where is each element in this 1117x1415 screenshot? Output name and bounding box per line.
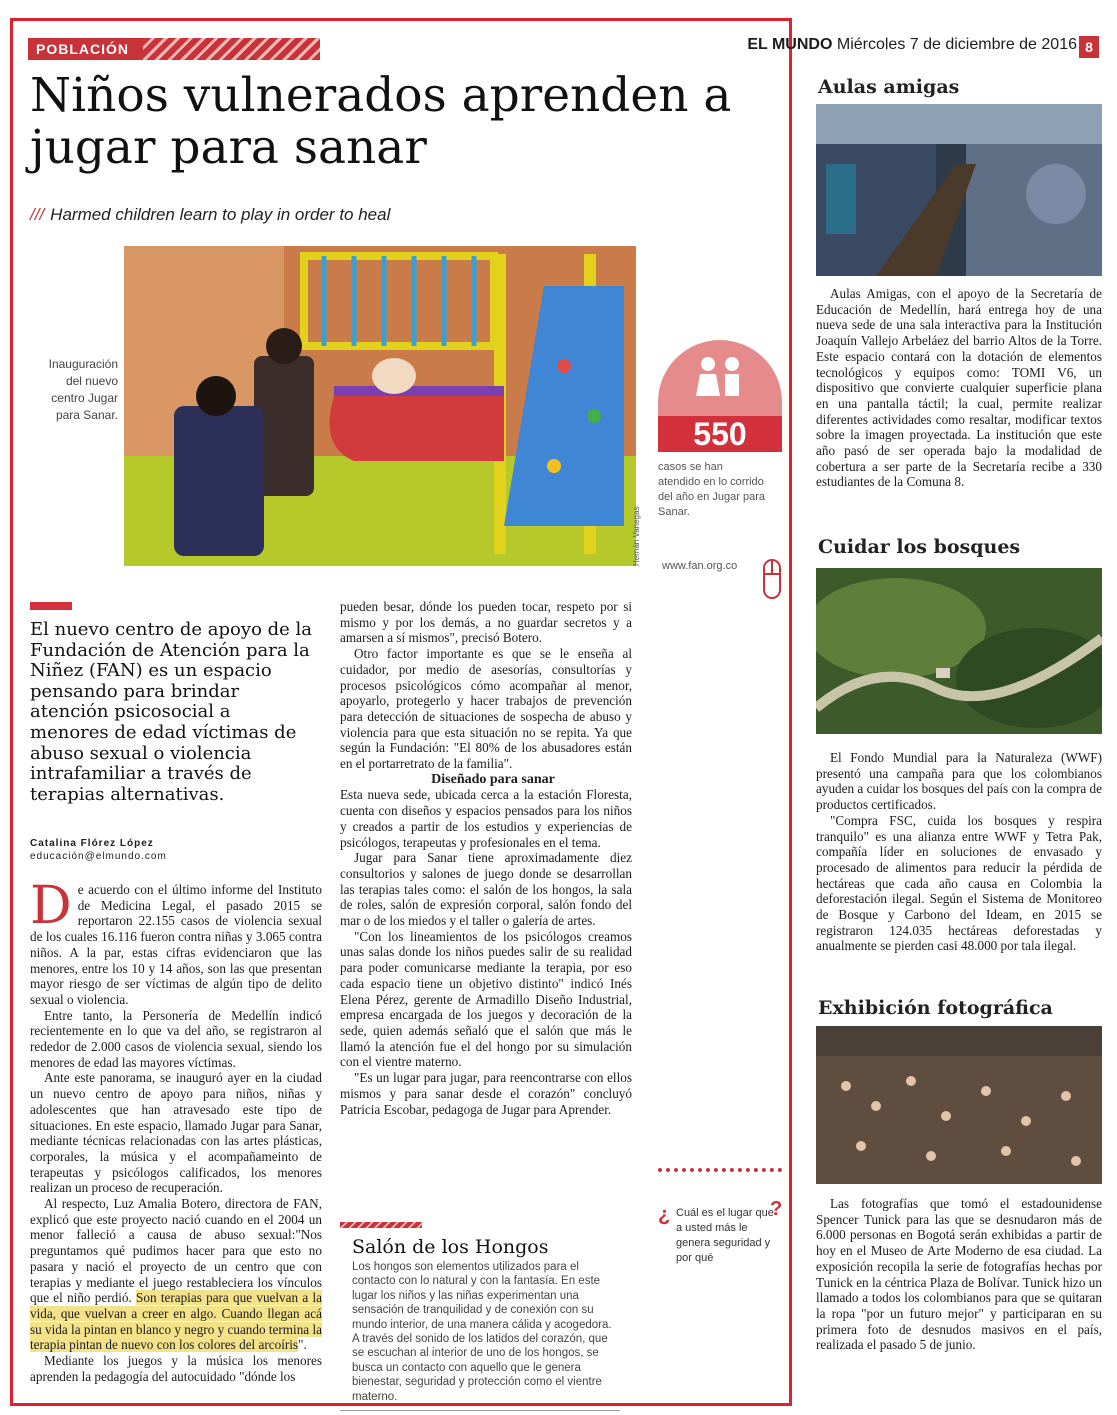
dropcap: D bbox=[30, 876, 72, 936]
masthead bbox=[747, 36, 1077, 54]
body-paragraph: Ante este panorama, se inauguró ayer en la ciudad un nuevo centro de apoyo para niños, niñas y adolescentes que han atravesado este tipo de situaciones. En este espacio, llamado Jugar para Sanar, mediante técnicas relacionadas con las artes plásticas, corporales, la música y el acompañameinto de terapeutas y psicólogos calificados, los menores realizan un proceso de recuperación. bbox=[30, 1070, 322, 1196]
brief-paragraph: Aulas Amigas, con el apoyo de la Secretaría de Educación de Medellín, hará entrega hoy de una nueva sede de una sala interactiva para la Institución Joaquín Vallejo Arbeláez del barrio Altos de la Torre. Este espacio contará con la dotación de elementos tecnológicos y equipos como: TOMI V6, un dispositivo que convierte cualquier superficie plana en una pantalla táctil; la cual, permite realizar diferentes actividades como resaltar, modificar textos sobre la imagen proyectada. La institución que este año pasó de ser operada bajo la modalidad de cobertura a ser parte de la Secretaría recibe a 330 estudiantes de la Comuna 8. bbox=[816, 286, 1102, 490]
brief-paragraph: "Compra FSC, cuida los bosques y respira tranquilo" es una alianza entre WWF y Tetra Pak, compañía líder en soluciones de envasado y procesado de alimentos para reducir la pérdida de hectáreas que cada año causa en Colombia la deforestación ilegal. Según el Sistema de Monitoreo de Bosque y Carbono del Ideam, en 2015 se registraron 124.035 hectáreas deforestadas y anualmente se pierden casi 48.000 por tala ilegal. bbox=[816, 812, 1102, 954]
body-paragraph: Entre tanto, la Personería de Medellín indicó recientemente en lo que va del año, se registraron al rededor de 2.000 casos de violencia sexual, siendo los menores de edad las mayores víctimas. bbox=[30, 1007, 322, 1070]
lead-paragraph: El nuevo centro de apoyo de la Fundación de Atención para la Niñez (FAN) es un espacio pensando para brindar atención psicosocial a menores de edad víctimas de abuso sexual o violencia intrafamiliar a través de terapias alternativas. bbox=[30, 619, 313, 805]
photo-credit: Hernán Vanegas bbox=[632, 506, 641, 566]
stat-url[interactable]: www.fan.org.co bbox=[662, 560, 738, 572]
brief-text-bosques bbox=[816, 750, 1102, 954]
subheading: Diseñado para sanar bbox=[431, 771, 555, 787]
sidebar-box bbox=[340, 1236, 620, 1411]
body-paragraph: Jugar para Sanar tiene aproximadamente diez consultorios y salones de juego donde se desarrollan las terapias tales como: el salón de los hongos, la sala de roles, salón de expresión corporal, salón fondo del mar o de los miedos y el taller o galería de artes. bbox=[340, 850, 632, 929]
sidebar-accent-bar bbox=[340, 1222, 422, 1228]
playroom-photo bbox=[124, 246, 636, 566]
quote-close: ". bbox=[298, 1337, 307, 1353]
issue-date: Miércoles 7 de diciembre de 2016 bbox=[836, 36, 1077, 53]
subhead bbox=[30, 205, 390, 225]
brief-photo-bosques bbox=[816, 568, 1102, 734]
paper-name: EL MUNDO bbox=[747, 36, 833, 53]
body-paragraph: pueden besar, dónde los pueden tocar, respeto por si mismo y por los demás, a no guardar secretos y a amarsen a sí mismos", precisó Botero. bbox=[340, 599, 632, 646]
body-column-2 bbox=[340, 599, 632, 1117]
highlighted-quote: Son terapias para que vuelvan a la vida, que vuelvan a creer en algo. Cuando llegan acá su vida la pintan en blanco y negro y cuando termina la terapia pintan de nuevo con los colores del arcoíris bbox=[30, 1290, 322, 1353]
body-paragraph: Al respecto, Luz Amalia Botero, directora de FAN, explicó que este proyecto nació cuando en el 2004 un menor falleció a causa de abuso sexual:"Nos preguntamos qué pudimos hacer para que esto no pasara y nació el proyecto de un centro que con terapias y mediante el juego restableciera los vínculos que el niño perdió. bbox=[30, 1196, 322, 1306]
brief-paragraph: El Fondo Mundial para la Naturaleza (WWF) presentó una campaña para que los colombianos ayuden a cuidar los bosques del país con la compra de productos certificados. bbox=[816, 750, 1102, 813]
brief-text-aulas bbox=[816, 286, 1102, 490]
body-paragraph: "Con los lineamientos de los psicólogos creamos unas salas donde los niños puedes salir de su realidad para poder comunicarse mediante la terapia, por eso cada espacio tiene un objetivo distinto" indicó Inés Elena Pérez, gerente de Armadillo Diseño Industrial, empresa encargada de los juegos y decoración de la sede, quien además señaló que el salón que más le llamó la atención fue el del hongo por su simulación con el vientre materno. bbox=[340, 928, 632, 1070]
question-open-mark: ¿ bbox=[658, 1204, 671, 1226]
sidebar-title: Salón de los Hongos bbox=[352, 1236, 549, 1258]
headline: Niños vulnerados aprenden a jugar para sanar bbox=[30, 68, 732, 175]
stat-number: 550 bbox=[658, 416, 782, 452]
sidebar-text: Los hongos son elementos utilizados para el contacto con lo natural y con la fantasía. En este lugar los niños y las niñas experimentan una sensación de tranquilidad y de conexión con su mundo interior, de una manera cálida y acogedora. A través del sonido de los latidos del corazón, que se escuchan al interior de uno de los hongos, se busca un contacto con aquello que le genera bienestar, seguridad y protección como el vientre materno. bbox=[352, 1261, 612, 1403]
brief-paragraph: Las fotografías que tomó el estadounidense Spencer Tunick para las que se desnudaron más de 6.000 personas en Bogotá serán exhibidas a partir de hoy en el Museo de Arte Moderno de esa ciudad. La exposición recopila la serie de fotografías hechas por Tunick en la céntrica Plaza de Bolívar. Tunick hizo un llamado a todos los colombianos para que se quitaran la ropa "por un futuro mejor" y participaran en su primera foto de desnudos masivos en el país, realizada el pasado 5 de junio. bbox=[816, 1196, 1102, 1353]
brief-photo-aulas bbox=[816, 104, 1102, 276]
body-paragraph: "Es un lugar para jugar, para reencontrarse con ellos mismos y para sanar desde el corazón" concluyó Patricia Escobar, pedagoga de Jugar para Aprender. bbox=[340, 1070, 632, 1117]
photo-caption: Inauguración del nuevo centro Jugar para Sanar. bbox=[48, 357, 118, 422]
stat-text: casos se han atendido en lo corrido del año en Jugar para Sanar. bbox=[658, 461, 766, 518]
brief-photo-exhibicion bbox=[816, 1026, 1102, 1184]
brief-text-exhibicion bbox=[816, 1196, 1102, 1353]
stat-arch bbox=[658, 340, 782, 416]
brief-title-aulas: Aulas amigas bbox=[818, 76, 960, 98]
body-column-1 bbox=[30, 876, 322, 1385]
body-paragraph: e acuerdo con el último informe del Instituto de Medicina Legal, el pasado 2015 se reportaron 22.155 casos de violencia sexual de los cuales 16.116 fueron contra niñas y 3.065 contra niños. A la par, estas cifras evidenciaron que las menores, entre los 10 y 14 años, son las que presentan mayor riesgo de ser víctimas de algún tipo de delito sexual o violencia. bbox=[30, 882, 322, 1007]
stat-box bbox=[658, 340, 782, 520]
lead-accent-bar bbox=[30, 602, 72, 610]
main-photo bbox=[124, 246, 636, 566]
subhead-text: Harmed children learn to play in order to heal bbox=[50, 205, 391, 224]
section-tag bbox=[28, 38, 320, 60]
body-paragraph: Esta nueva sede, ubicada cerca a la estación Floresta, cuenta con diseños y espacios pensados para los niños y creados a partir de los estudios y experiencias de psicólogos, terapeutas y profesionales en el tema. bbox=[340, 787, 632, 850]
mouse-icon bbox=[762, 558, 782, 600]
brief-title-bosques: Cuidar los bosques bbox=[818, 536, 1021, 558]
section-label: POBLACIÓN bbox=[28, 38, 143, 60]
page-number: 8 bbox=[1079, 36, 1099, 58]
children-icon bbox=[658, 340, 782, 416]
body-paragraph: Otro factor importante es que se le enseña al cuidador, por medio de asesorías, consultorías y procesos psicológicos cómo acompañar al menor, apoyarlo, protegerlo y hacer trabajos de prevención para detección de situaciones de sospecha de abuso y violencia para que esta situación no se repita. Ya que según la Fundación: "El 80% de los abusadores están en el portarretrato de la familia". bbox=[340, 646, 632, 772]
question-close-mark: ? bbox=[770, 1198, 783, 1220]
subhead-slashes: /// bbox=[30, 205, 45, 224]
reader-question bbox=[658, 1168, 782, 1266]
question-text: Cuál es el lugar que a usted más le genera seguridad y por qué bbox=[676, 1207, 774, 1264]
byline-name: Catalina Flórez López bbox=[30, 838, 154, 849]
body-paragraph: Mediante los juegos y la música los menores aprenden la pedagogía del autocuidado "dónde los bbox=[30, 1353, 322, 1384]
byline-email: educación@elmundo.com bbox=[30, 851, 167, 862]
brief-title-exhibicion: Exhibición fotográfica bbox=[818, 997, 1053, 1019]
